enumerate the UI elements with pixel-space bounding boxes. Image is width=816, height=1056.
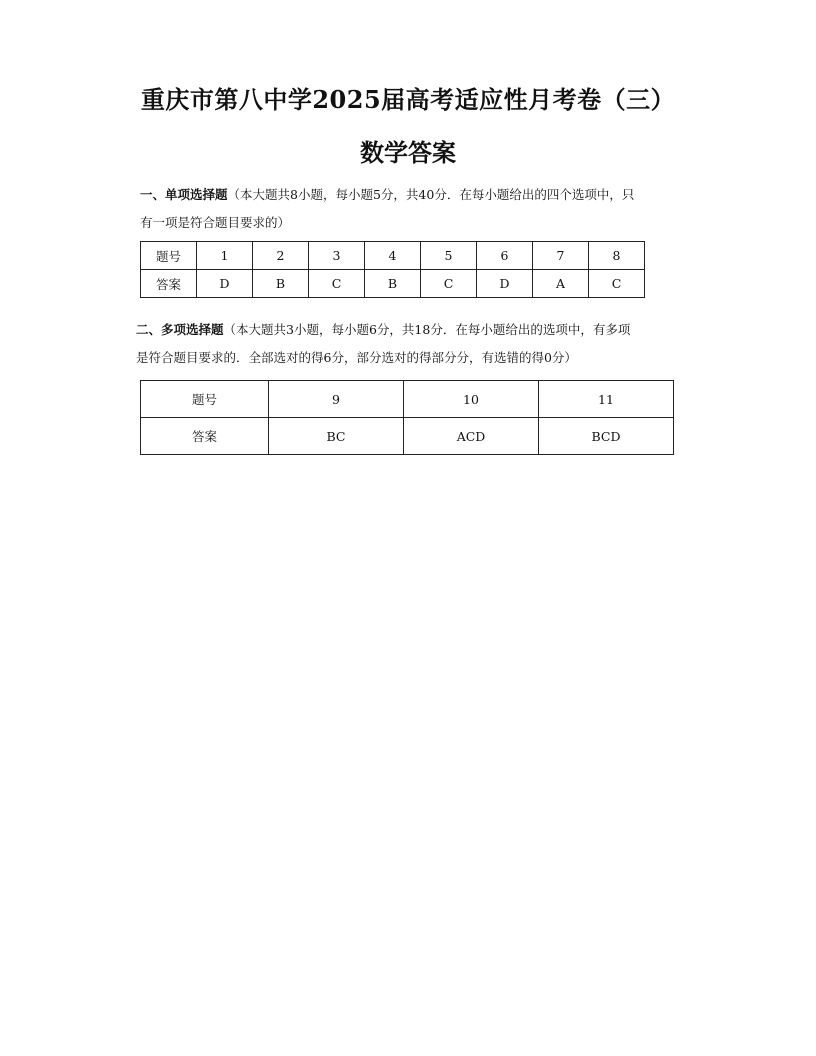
section-multiple-choice-heading: 二、多项选择题 — [136, 322, 224, 337]
section-single-choice — [140, 181, 660, 237]
question-number: 10 — [404, 381, 539, 418]
row-label-answer: 答案 — [141, 270, 197, 298]
section-multiple-choice-line1 — [136, 316, 696, 344]
section-single-choice-note-1: （本大题共8小题，每小题5分，共40分．在每小题给出的四个选项中，只 — [227, 187, 635, 202]
answer-cell: D — [477, 270, 533, 298]
row-label-number: 题号 — [141, 381, 269, 418]
section-single-choice-note-2: 有一项是符合题目要求的） — [140, 215, 291, 230]
answer-cell: A — [533, 270, 589, 298]
answer-cell: B — [365, 270, 421, 298]
answer-cell: C — [309, 270, 365, 298]
answer-cell: C — [589, 270, 645, 298]
question-number: 8 — [589, 242, 645, 270]
question-number: 1 — [197, 242, 253, 270]
question-number: 7 — [533, 242, 589, 270]
document-subtitle: 数学答案 — [360, 138, 456, 167]
question-number: 9 — [269, 381, 404, 418]
answer-cell: B — [253, 270, 309, 298]
table-row-answers — [141, 270, 645, 298]
question-number: 2 — [253, 242, 309, 270]
table-row-numbers — [141, 381, 674, 418]
single-choice-answer-table — [140, 241, 645, 298]
section-multiple-choice-note-1: （本大题共3小题，每小题6分，共18分．在每小题给出的选项中，有多项 — [223, 322, 631, 337]
section-single-choice-heading: 一、单项选择题 — [140, 187, 228, 202]
answer-cell: ACD — [404, 418, 539, 455]
question-number: 11 — [539, 381, 674, 418]
question-number: 5 — [421, 242, 477, 270]
section-multiple-choice-note-2: 是符合题目要求的．全部选对的得6分，部分选对的得部分分，有选错的得0分） — [136, 350, 577, 365]
multiple-choice-answer-table — [140, 380, 674, 455]
answer-cell: BCD — [539, 418, 674, 455]
answer-cell: C — [421, 270, 477, 298]
section-single-choice-line1 — [140, 181, 660, 209]
question-number: 3 — [309, 242, 365, 270]
document-title: 重庆市第八中学2025届高考适应性月考卷（三） — [140, 85, 676, 114]
answer-cell: D — [197, 270, 253, 298]
table-row-numbers — [141, 242, 645, 270]
table-row-answers — [141, 418, 674, 455]
row-label-answer: 答案 — [141, 418, 269, 455]
question-number: 6 — [477, 242, 533, 270]
answer-cell: BC — [269, 418, 404, 455]
section-multiple-choice — [136, 316, 696, 372]
question-number: 4 — [365, 242, 421, 270]
row-label-number: 题号 — [141, 242, 197, 270]
